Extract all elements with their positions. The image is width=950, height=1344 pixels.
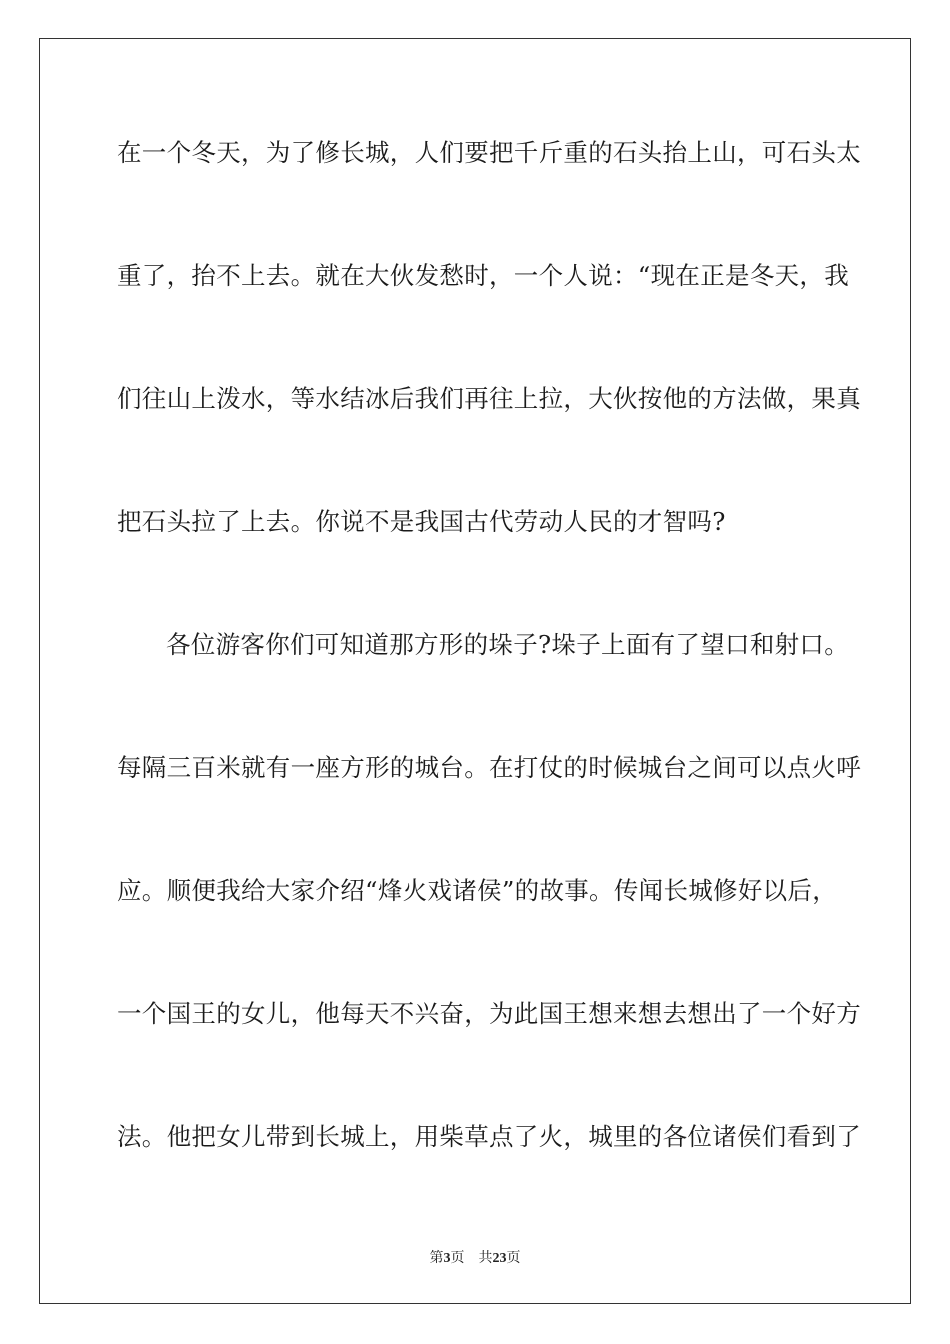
- body-line-4: 把石头拉了上去。你说不是我国古代劳动人民的才智吗?: [117, 507, 726, 536]
- footer-page-suffix: 页: [450, 1250, 465, 1266]
- body-line-6: 每隔三百米就有一座方形的城台。在打仗的时候城台之间可以点火呼: [117, 753, 861, 782]
- page-footer: [0, 1248, 950, 1269]
- footer-page-prefix: 第: [429, 1250, 444, 1266]
- footer-page-total: 23: [492, 1251, 507, 1266]
- body-line-5-indented: 各位游客你们可知道那方形的垛子?垛子上面有了望口和射口。: [166, 630, 850, 659]
- body-line-2: 重了，抬不上去。就在大伙发愁时，一个人说：“现在正是冬天，我: [117, 261, 850, 290]
- body-line-7: 应。顺便我给大家介绍“烽火戏诸侯”的故事。传闻长城修好以后，: [117, 876, 838, 905]
- body-line-9: 法。他把女儿带到长城上，用柴草点了火，城里的各位诸侯们看到了: [117, 1122, 861, 1151]
- footer-page-current: 3: [443, 1251, 451, 1266]
- footer-total-prefix: 共: [478, 1250, 493, 1266]
- page-border: [39, 38, 911, 1304]
- body-line-3: 们往山上泼水，等水结冰后我们再往上拉，大伙按他的方法做，果真: [117, 384, 861, 413]
- body-line-8: 一个国王的女儿，他每天不兴奋，为此国王想来想去想出了一个好方: [117, 999, 861, 1028]
- footer-total-suffix: 页: [506, 1250, 521, 1266]
- body-line-1: 在一个冬天，为了修长城，人们要把千斤重的石头抬上山，可石头太: [117, 138, 861, 167]
